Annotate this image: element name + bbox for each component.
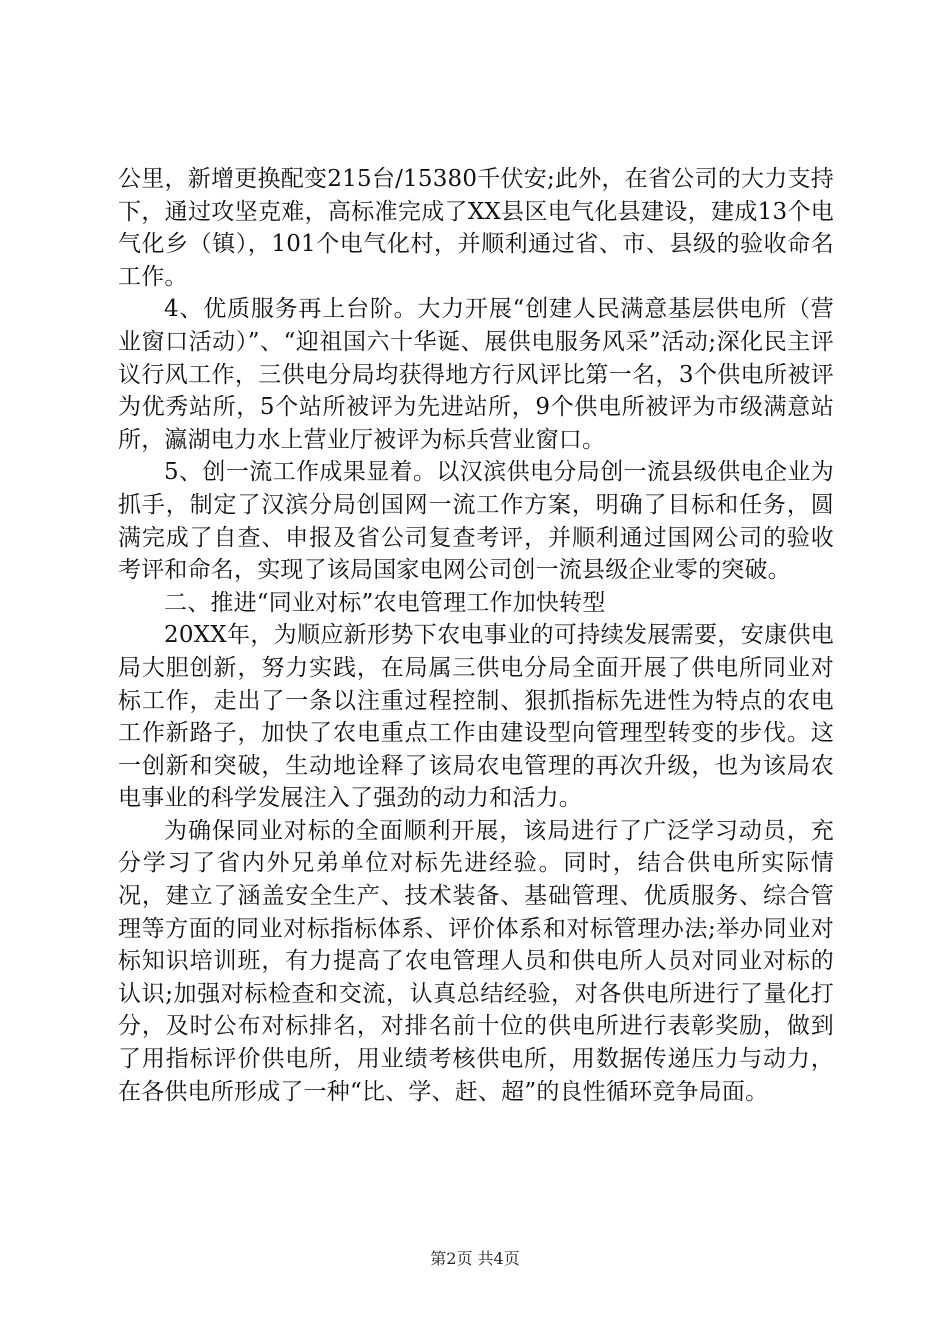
paragraph-benchmarking-measures: 为确保同业对标的全面顺利开展，该局进行了广泛学习动员，充分学习了省内外兄弟单位对标先进经验。同时，结合供电所实际情况，建立了涵盖安全生产、技术装备、基础管理、优质服务、综合管理等方面的同业对标指标体系、评价体系和对标管理办法;举办同业对标知识培训班，有力提高了农电管理人员和供电所人员对同业对标的认识;加强对标检查和交流，认真总结经验，对各供电所进行了量化打分，及时公布对标排名，对排名前十位的供电所进行表彰奖励，做到了用指标评价供电所，用业绩考核供电所，用数据传递压力与动力，在各供电所形成了一种“比、学、赶、超”的良性循环竞争局面。 — [118, 817, 834, 1105]
page-number-footer: 第2页 共4页 — [430, 1249, 520, 1268]
paragraph-first-class-work: 5、创一流工作成果显着。以汉滨供电分局创一流县级供电企业为抓手，制定了汉滨分局创国网一流工作方案，明确了目标和任务，圆满完成了自查、申报及省公司复查考评，并顺利通过国网公司的验收考评和命名，实现了该局国家电网公司创一流县级企业零的突破。 — [118, 459, 834, 584]
paragraph-continuation: 公里，新增更换配变215台/15380千伏安;此外，在省公司的大力支持下，通过攻坚克难，高标准完成了XX县区电气化县建设，建成13个电气化乡（镇），101个电气化村，并顺利通过省、市、县级的验收命名工作。 — [118, 166, 834, 290]
section-heading-benchmarking: 二、推进“同业对标”农电管理工作加快转型 — [164, 589, 606, 616]
document-body — [118, 163, 834, 1108]
paragraph-service-quality: 4、优质服务再上台阶。大力开展“创建人民满意基层供电所（营业窗口活动）”、“迎祖国六十华诞、展供电服务风采”活动;深化民主评议行风工作，三供电分局均获得地方行风评比第一名，3个供电所被评为优秀站所，5个站所被评为先进站所，9个供电所被评为市级满意站所，瀛湖电力水上营业厅被评为标兵营业窗口。 — [118, 296, 834, 453]
paragraph-benchmarking-intro: 20XX年，为顺应新形势下农电事业的可持续发展需要，安康供电局大胆创新，努力实践，在局属三供电分局全面开展了供电所同业对标工作，走出了一条以注重过程控制、狠抓指标先进性为特点的农电工作新路子，加快了农电重点工作由建设型向管理型转变的步伐。这一创新和突破，生动地诠释了该局农电管理的再次升级，也为该局农电事业的科学发展注入了强劲的动力和活力。 — [118, 622, 834, 812]
